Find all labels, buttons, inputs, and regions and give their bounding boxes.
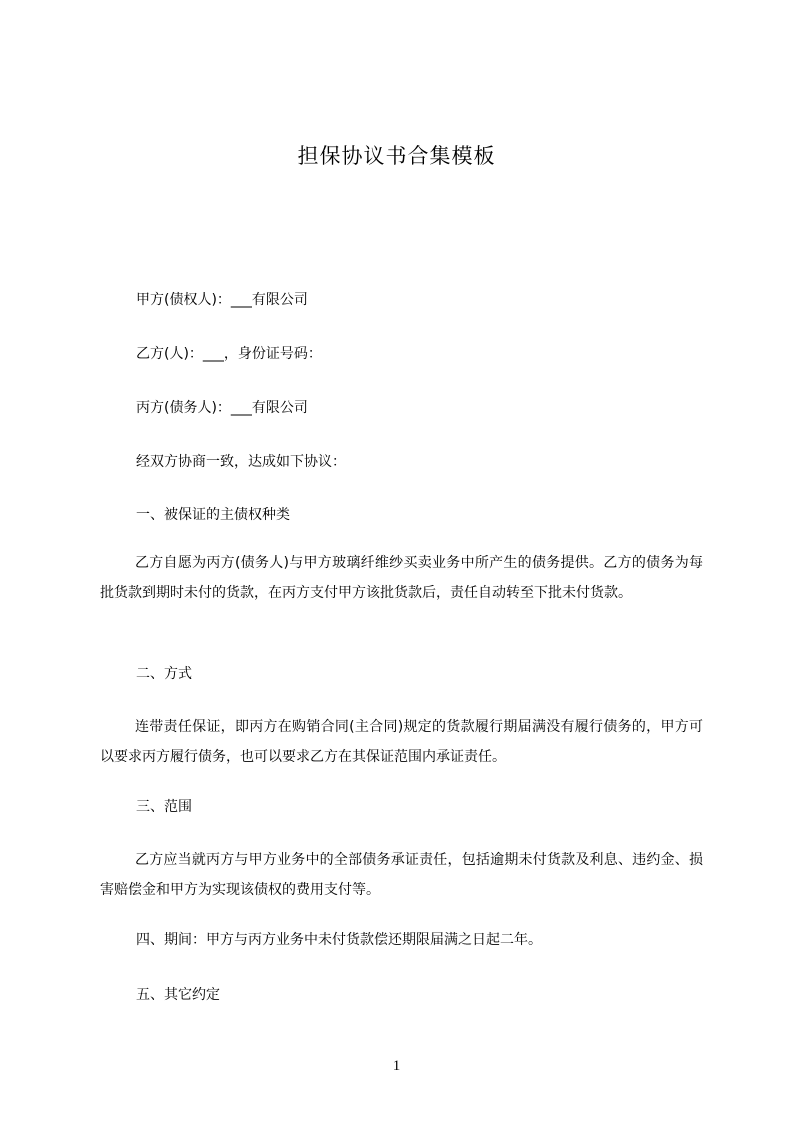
party-c-line: 丙方(债务人)：___有限公司 [136, 400, 308, 416]
document-title: 担保协议书合集模板 [297, 144, 496, 168]
page-number: 1 [392, 1058, 401, 1074]
section-1-body: 乙方自愿为丙方(债务人)与甲方玻璃纤维纱买卖业务中所产生的债务提供。乙方的债务为每批货款到期时未付的货款，在丙方支付甲方该批货款后，责任自动转至下批未付货款。 [100, 555, 703, 601]
preamble: 经双方协商一致，达成如下协议： [136, 454, 346, 470]
party-a-line: 甲方(债权人)：___有限公司 [136, 292, 308, 308]
section-5-heading: 五、其它约定 [136, 987, 220, 1003]
section-2-body: 连带责任保证，即丙方在购销合同(主合同)规定的货款履行期届满没有履行债务的，甲方可以要求丙方履行债务，也可以要求乙方在其保证范围内承证责任。 [100, 719, 703, 765]
section-4-heading: 四、期间：甲方与丙方业务中未付货款偿还期限届满之日起二年。 [136, 932, 542, 948]
section-3-body: 乙方应当就丙方与甲方业务中的全部债务承证责任，包括逾期未付货款及利息、违约金、损害赔偿金和甲方为实现该债权的费用支付等。 [100, 852, 703, 898]
section-2-heading: 二、方式 [136, 666, 192, 682]
section-1-heading: 一、被保证的主债权种类 [136, 507, 290, 523]
party-b-line: 乙方(人)：___，身份证号码： [136, 346, 322, 362]
section-3-heading: 三、范围 [136, 799, 192, 815]
